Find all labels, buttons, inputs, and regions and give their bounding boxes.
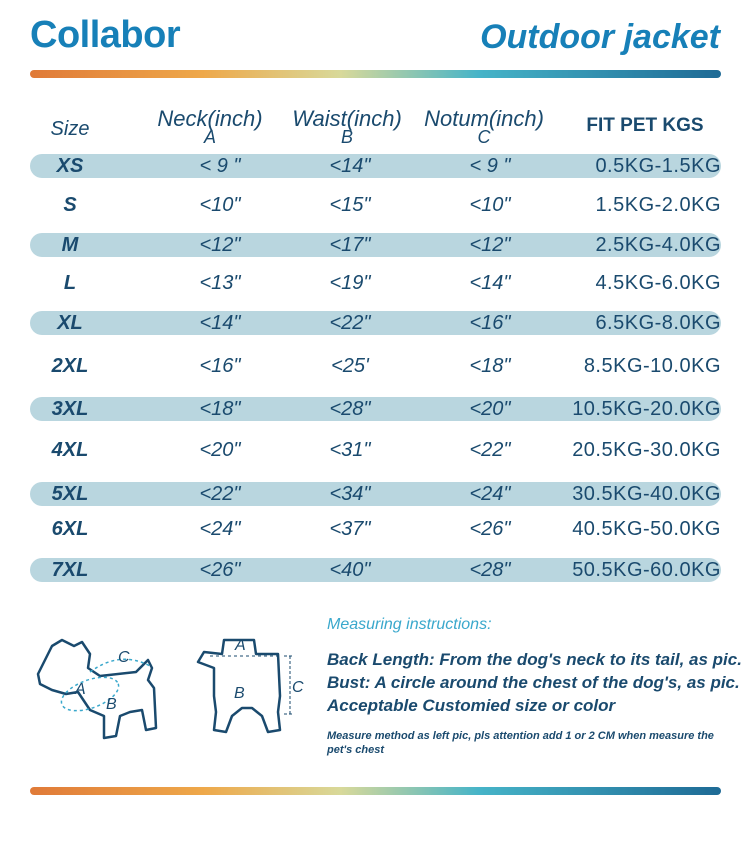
table-row xyxy=(30,354,721,378)
table-row xyxy=(30,397,721,421)
instructions-note: Measure method as left pic, pls attention add 1 or 2 CM when measure the pet's chest xyxy=(327,730,714,756)
top-gradient-divider xyxy=(30,70,721,78)
cell-neck: <10" xyxy=(199,194,241,216)
table-row xyxy=(30,482,721,506)
table-row xyxy=(30,517,721,541)
cell-fit-kgs: 6.5KG-8.0KG xyxy=(595,312,721,334)
cell-waist: <37" xyxy=(329,518,371,540)
cell-fit-kgs: 2.5KG-4.0KG xyxy=(595,234,721,256)
cell-waist: <25' xyxy=(331,355,369,377)
cell-fit-kgs: 8.5KG-10.0KG xyxy=(583,355,721,377)
cell-size: 7XL xyxy=(51,559,89,581)
instructions-bust: Bust: A circle around the chest of the dog's, as pic. xyxy=(327,673,740,692)
instructions-title: Measuring instructions: xyxy=(327,616,492,633)
cell-notum: <24" xyxy=(469,483,511,505)
cell-fit-kgs: 20.5KG-30.0KG xyxy=(572,439,721,461)
header-notum: Notum(inch) C xyxy=(424,106,544,147)
jacket-label-c: C xyxy=(292,679,304,696)
product-title: Outdoor jacket xyxy=(480,18,720,56)
cell-size: 5XL xyxy=(51,483,89,505)
cell-notum: <12" xyxy=(469,234,511,256)
cell-notum: <14" xyxy=(469,272,511,294)
cell-neck: <26" xyxy=(199,559,241,581)
cell-notum: <28" xyxy=(469,559,511,581)
instructions-back-length: Back Length: From the dog's neck to its tail, as pic. xyxy=(327,650,742,669)
instructions-custom: Acceptable Customied size or color xyxy=(327,696,616,715)
cell-fit-kgs: 0.5KG-1.5KG xyxy=(595,155,721,177)
cell-size: XS xyxy=(56,155,84,177)
cell-notum: <26" xyxy=(469,518,511,540)
cell-notum: <10" xyxy=(469,194,511,216)
cell-size: L xyxy=(63,272,77,294)
cell-fit-kgs: 50.5KG-60.0KG xyxy=(572,559,721,581)
table-row xyxy=(30,193,721,217)
cell-fit-kgs: 40.5KG-50.0KG xyxy=(572,518,721,540)
table-row xyxy=(30,558,721,582)
cell-size: M xyxy=(61,234,79,256)
dog-measure-diagram xyxy=(30,632,180,747)
cell-waist: <14" xyxy=(329,155,371,177)
table-row xyxy=(30,311,721,335)
cell-size: S xyxy=(63,194,77,216)
cell-size: 2XL xyxy=(51,355,89,377)
jacket-label-b: B xyxy=(234,685,245,702)
cell-waist: <40" xyxy=(329,559,371,581)
table-row xyxy=(30,271,721,295)
cell-fit-kgs: 10.5KG-20.0KG xyxy=(572,398,721,420)
header-size: Size xyxy=(50,118,90,140)
cell-notum: <22" xyxy=(469,439,511,461)
cell-size: 4XL xyxy=(51,439,89,461)
dog-label-c: C xyxy=(118,649,130,666)
cell-neck: <24" xyxy=(199,518,241,540)
cell-neck: < 9 " xyxy=(199,155,241,177)
cell-notum: < 9 " xyxy=(469,155,511,177)
cell-notum: <16" xyxy=(469,312,511,334)
cell-fit-kgs: 4.5KG-6.0KG xyxy=(595,272,721,294)
cell-waist: <19" xyxy=(329,272,371,294)
table-row xyxy=(30,233,721,257)
jacket-label-a: A xyxy=(235,637,246,654)
table-row xyxy=(30,438,721,462)
header-waist: Waist(inch) B xyxy=(292,106,402,147)
table-row xyxy=(30,154,721,178)
cell-notum: <18" xyxy=(469,355,511,377)
cell-notum: <20" xyxy=(469,398,511,420)
jacket-measure-diagram xyxy=(190,632,315,747)
cell-neck: <22" xyxy=(199,483,241,505)
cell-neck: <18" xyxy=(199,398,241,420)
cell-neck: <13" xyxy=(199,272,241,294)
header-fit-pet-kgs: FIT PET KGS xyxy=(586,115,704,136)
cell-waist: <34" xyxy=(329,483,371,505)
cell-neck: <12" xyxy=(199,234,241,256)
cell-size: XL xyxy=(57,312,83,334)
dog-label-a: A xyxy=(75,681,86,698)
brand-logo: Collabor xyxy=(30,14,181,56)
cell-fit-kgs: 30.5KG-40.0KG xyxy=(572,483,721,505)
header-neck: Neck(inch) A xyxy=(157,106,263,147)
cell-waist: <28" xyxy=(329,398,371,420)
dog-label-b: B xyxy=(106,696,117,713)
cell-size: 3XL xyxy=(51,398,89,420)
bottom-gradient-divider xyxy=(30,787,721,795)
cell-neck: <20" xyxy=(199,439,241,461)
cell-neck: <16" xyxy=(199,355,241,377)
cell-fit-kgs: 1.5KG-2.0KG xyxy=(595,194,721,216)
cell-waist: <31" xyxy=(329,439,371,461)
cell-waist: <15" xyxy=(329,194,371,216)
cell-neck: <14" xyxy=(199,312,241,334)
cell-waist: <17" xyxy=(329,234,371,256)
cell-waist: <22" xyxy=(329,312,371,334)
cell-size: 6XL xyxy=(51,518,89,540)
